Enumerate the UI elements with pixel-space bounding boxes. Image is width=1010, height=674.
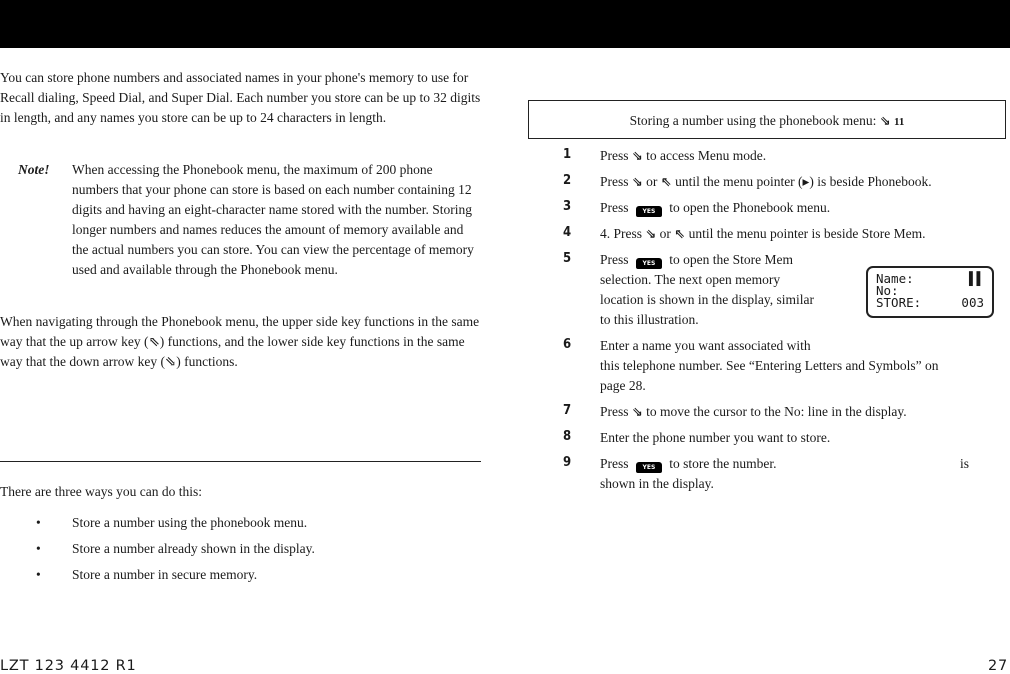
step-text [600,454,1000,494]
step-text-part: to store the number. [665,456,777,471]
document-code: LZT 123 4412 R1 [0,658,137,674]
bullet-icon: • [36,567,41,582]
step-number: 6 [563,337,572,352]
bullet-icon: • [36,541,41,556]
step-text-part: Press [600,404,632,419]
step-number: 2 [563,173,572,188]
step-text-part: or [656,226,675,241]
step-text-part: to access Menu mode. [642,148,767,163]
phone-display-illustration [866,266,994,318]
note-label: Note! [18,162,50,177]
step-text: Enter the phone number you want to store. [600,430,831,445]
down-arrow-icon: ⇘ [879,114,891,129]
bullet-icon: • [36,515,41,530]
section-divider [0,461,481,462]
intro-paragraph: You can store phone numbers and associated names in your phone's memory to use for Recall dialing, Speed Dial, and Super Dial. Each number you store can be up to 32 digits in length, and any names you store can be up to 24 characters in length. [0,70,481,125]
step-text [600,336,1000,396]
step-text-part: Press [600,148,632,163]
step-text-part: to move the cursor to the No: line in the display. [642,404,907,419]
step-text-part: or [642,174,661,189]
lcd-cursor: ▌▌ [968,271,984,286]
step-text-part: is [960,456,970,471]
step-text [600,402,1000,423]
step-text-part: until the menu pointer is beside Store Mem. [685,226,926,241]
step-text [600,224,1000,245]
up-arrow-icon: ⇖ [674,227,686,242]
lcd-name-label: Name: [876,271,914,286]
step-text-line: this telephone number. See “Entering Letters and Symbols” on [600,358,939,373]
step-text-part: to open the Store Mem [665,252,793,267]
down-arrow-icon: ⇘ [631,149,643,164]
step-text-line: Enter a name you want associated with [600,338,811,353]
step-text-line: to this illustration. [600,312,699,327]
page-number: 27 [987,658,1008,674]
yes-key-icon: YES [636,258,662,269]
step-text-part: until the menu pointer (▸) is beside Phonebook. [671,174,932,189]
step-text-part: to open the Phonebook menu. [665,200,831,215]
down-arrow-icon: ⇘ [631,175,643,190]
step-text-part: Press [600,174,632,189]
header-bar [0,0,1010,48]
step-text-line: page 28. [600,378,646,393]
ways-intro: There are three ways you can do this: [0,484,203,499]
list-item: Store a number using the phonebook menu. [72,515,308,530]
list-item: Store a number in secure memory. [72,567,258,582]
step-text [600,172,1000,193]
menu-shortcut-code: 11 [893,116,905,128]
lcd-store-location: 003 [961,295,984,310]
step-text-line: selection. The next open memory [600,272,781,287]
yes-key-icon: YES [636,206,662,217]
up-arrow-icon: ⇖ [660,175,672,190]
lcd-number-label: No: [876,283,899,298]
step-number: 4 [563,225,572,240]
procedure-title: Storing a number using the phonebook menu: [629,113,877,128]
step-number: 5 [563,251,572,266]
procedure-title-box [528,100,1006,139]
step-text [600,198,1000,218]
lcd-store-label: STORE: [876,295,922,310]
step-text-part: Press [600,200,632,215]
down-arrow-icon: ⇘ [645,227,657,242]
step-number: 1 [563,147,572,162]
step-text-part: 4. Press [600,226,646,241]
down-arrow-icon: ⇘ [631,405,643,420]
step-text-line: location is shown in the display, similar [600,292,814,307]
yes-key-icon: YES [636,462,662,473]
note-text: When accessing the Phonebook menu, the maximum of 200 phone numbers that your phone can store is based on each number containing 12 digits and having an eight-character name stored with the number. Storing longer numbers and names reduces the amount of memory available and the actual numbers you can store. You can view the percentage of memory used and available through the Phonebook menu. [72,162,474,277]
list-item: Store a number already shown in the display. [72,541,315,556]
step-text [600,146,1000,167]
step-number: 7 [563,403,572,418]
step-text [600,250,860,330]
navigation-paragraph: When navigating through the Phonebook menu, the upper side key functions in the same way that the up arrow key (⇖) functions, and the lower side key functions in the same way that the down arrow key (⇘) functions. [0,314,480,369]
step-number: 9 [563,455,572,470]
step-number: 3 [563,199,572,214]
step-number: 8 [563,429,572,444]
step-text-part: Press [600,252,632,267]
step-text-part: Press [600,456,632,471]
step-text-line: shown in the display. [600,476,714,491]
